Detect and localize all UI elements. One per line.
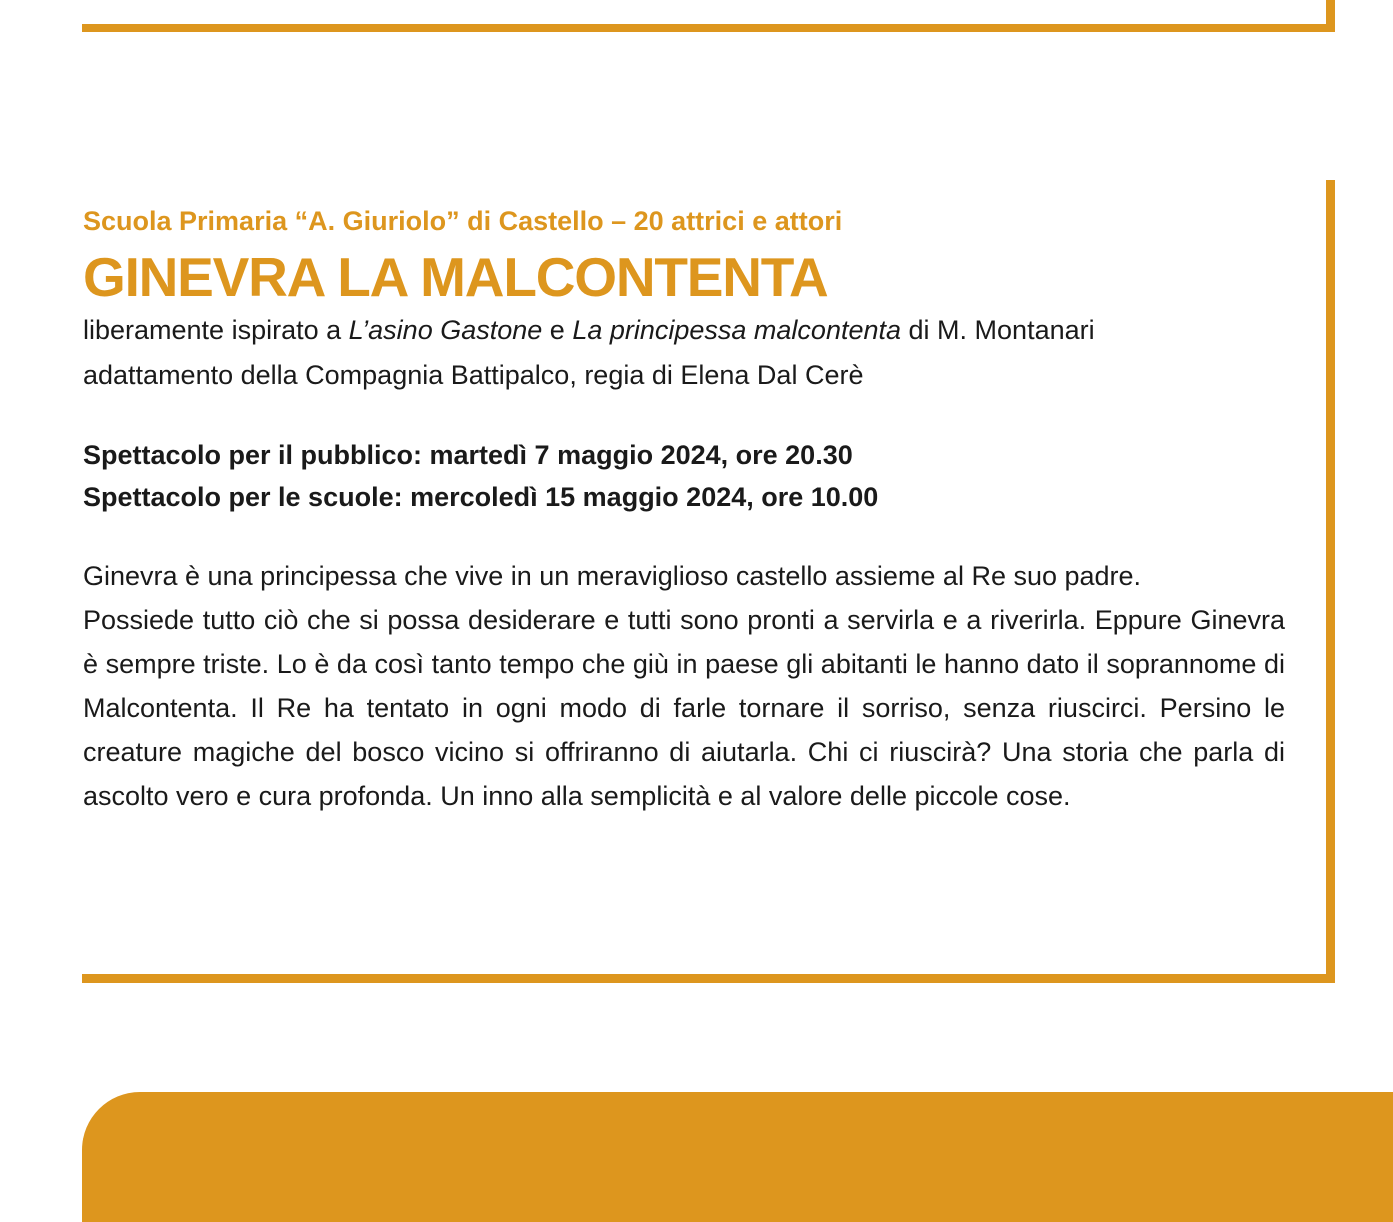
event-card: [83, 196, 1285, 818]
event-box-right-border: [1326, 180, 1335, 983]
synopsis: [83, 554, 1285, 818]
school-show-date: Spettacolo per le scuole: mercoledì 15 maggio 2024, ore 10.00: [83, 482, 879, 512]
synopsis-paragraph-2: Possiede tutto ciò che si possa desiderare e tutti sono pronti a servirla e a riverirla. Eppure Ginevra è sempre triste. Lo è da così tanto tempo che giù in paese gli abitanti le hanno dato il soprannome di Malcontenta. Il Re ha tentato in ogni modo di farle tornare il sorriso, senza riuscirci. Persino le creature magiche del bosco vicino si offriranno di aiutarla. Chi ci riuscirà? Una storia che parla di ascolto vero e cura profonda. Un inno alla semplicità e al valore delle piccole cose.: [83, 605, 1285, 811]
previous-box-bottom-border: [82, 24, 1335, 32]
credits-source-line: [83, 308, 1285, 353]
author-name: M. Montanari: [937, 315, 1095, 345]
credits: [83, 308, 1285, 398]
director-name: Elena Dal Cerè: [680, 360, 864, 390]
work-title-1: L’asino Gastone: [348, 315, 543, 345]
public-show-date: Spettacolo per il pubblico: martedì 7 maggio 2024, ore 20.30: [83, 440, 853, 470]
credits-by: di: [901, 315, 938, 345]
show-title: GINEVRA LA MALCONTENTA: [83, 246, 828, 308]
adaptation-text: adattamento della Compagnia Battipalco, regia di: [83, 360, 681, 390]
previous-box-right-border: [1326, 0, 1335, 32]
credits-prefix: liberamente ispirato a: [83, 315, 349, 345]
credits-direction-line: [83, 353, 1285, 398]
event-box-bottom-border: [82, 974, 1335, 983]
work-title-2: La principessa malcontenta: [572, 315, 902, 345]
show-schedule: [83, 434, 1285, 518]
synopsis-paragraph-1: Ginevra è una principessa che vive in un meraviglioso castello assieme al Re suo padre.: [83, 561, 1142, 591]
school-subtitle: Scuola Primaria “A. Giuriolo” di Castello – 20 attrici e attori: [83, 206, 843, 236]
credits-conjunction: e: [542, 315, 573, 345]
